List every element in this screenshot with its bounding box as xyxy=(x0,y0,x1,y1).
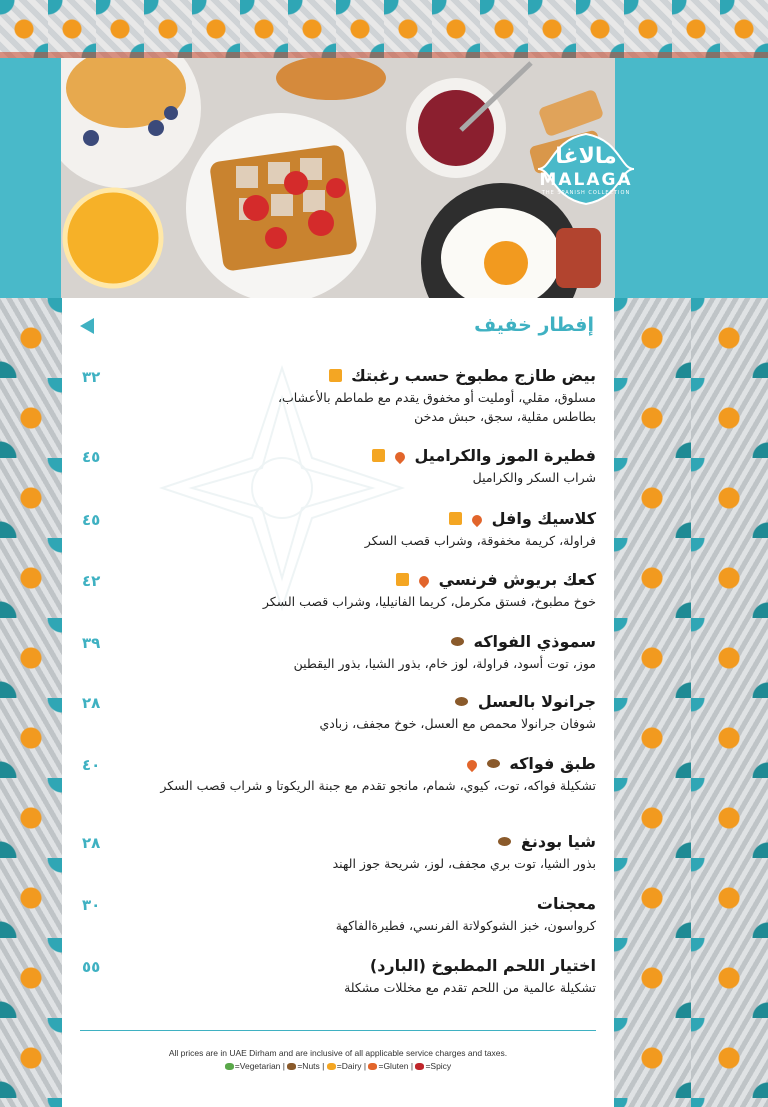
item-name: سموذي الفواكه xyxy=(473,632,596,651)
menu-item xyxy=(80,366,596,426)
item-name: اختيار اللحم المطبوخ (البارد) xyxy=(369,956,596,975)
dairy-icon xyxy=(396,573,409,586)
item-name-row xyxy=(396,570,596,589)
item-name: بيض طازج مطبوخ حسب رغبتك xyxy=(351,366,596,385)
legend-label: =Nuts xyxy=(297,1061,320,1071)
item-price: ٢٨ xyxy=(82,834,101,852)
dairy-icon xyxy=(327,1063,336,1070)
item-description: شوفان جرانولا محمص مع العسل، خوخ مجفف، زبادي xyxy=(319,716,596,731)
item-description: موز، توت أسود، فراولة، لوز خام، بذور الشيا، بذور اليقطين xyxy=(293,656,596,671)
legend-label: =Gluten xyxy=(378,1061,409,1071)
nuts-icon xyxy=(455,697,468,706)
dairy-icon xyxy=(449,512,462,525)
menu-item xyxy=(80,754,596,814)
menu-item xyxy=(80,509,596,554)
gluten-icon xyxy=(393,450,407,464)
legend-label: =Dairy xyxy=(336,1061,362,1071)
allergen-legend: =Vegetarian | =Nuts | =Dairy | =Gluten | =Spicy xyxy=(62,1060,614,1073)
item-name-row xyxy=(372,446,596,465)
item-name: طبق فواكه xyxy=(509,754,596,773)
gluten-icon xyxy=(368,1063,377,1070)
footer xyxy=(62,1047,614,1073)
dairy-icon xyxy=(329,369,342,382)
item-name-row xyxy=(498,832,596,851)
menu-item xyxy=(80,446,596,491)
menu-item xyxy=(80,894,596,939)
left-tile-pattern xyxy=(0,298,62,1107)
item-name: فطيرة الموز والكراميل xyxy=(414,446,596,465)
gluten-icon xyxy=(470,513,484,527)
item-description: خوخ مطبوخ، فستق مكرمل، كريما الفانيليا، وشراب قصب السكر xyxy=(262,594,596,609)
item-price: ٢٨ xyxy=(82,694,101,712)
item-price: ٣٠ xyxy=(82,896,101,914)
logo-english: MALAGA xyxy=(539,170,633,190)
item-name-row xyxy=(467,754,596,773)
item-name: معجنات xyxy=(536,894,596,913)
item-name-row xyxy=(537,894,596,913)
menu-panel xyxy=(62,298,614,1107)
vegetarian-icon xyxy=(225,1063,234,1070)
menu-item xyxy=(80,832,596,877)
item-price: ٣٩ xyxy=(82,634,101,652)
menu-item xyxy=(80,570,596,615)
menu-item xyxy=(80,956,596,1001)
item-price: ٤٠ xyxy=(82,756,101,774)
nuts-icon xyxy=(498,837,511,846)
item-description: بذور الشيا، توت بري مجفف، لوز، شريحة جوز الهند xyxy=(332,856,596,871)
logo-tagline: THE SPANISH COLLECTION xyxy=(541,190,631,196)
back-arrow-icon[interactable] xyxy=(80,318,94,334)
legend-label: =Spicy xyxy=(425,1061,452,1071)
item-description: تشكيلة عالمية من اللحم تقدم مع مخللات مشكلة xyxy=(344,980,596,995)
dairy-icon xyxy=(372,449,385,462)
item-name-row xyxy=(329,366,596,385)
item-price: ٤٥ xyxy=(82,448,101,466)
item-name: شيا بودنغ xyxy=(520,832,596,851)
item-name: جرانولا بالعسل xyxy=(477,692,596,711)
gluten-icon xyxy=(465,758,479,772)
nuts-icon xyxy=(287,1063,296,1070)
spicy-icon xyxy=(415,1063,424,1070)
right-tile-pattern xyxy=(614,298,768,1107)
price-note: All prices are in UAE Dirham and are inclusive of all applicable service charges and taxes. xyxy=(168,1048,508,1058)
menu-item xyxy=(80,692,596,737)
item-description: كرواسون، خبز الشوكولاتة الفرنسي، فطيرةالفاكهة xyxy=(335,918,596,933)
section-title: إفطار خفيف xyxy=(474,314,594,336)
item-name-row xyxy=(449,509,596,528)
item-price: ٥٥ xyxy=(82,958,101,976)
top-tile-border xyxy=(0,0,768,58)
item-description: مسلوق، مقلي، أومليت أو مخفوق يقدم مع طماطم بالأعشاب، بطاطس مقلية، سجق، حبش مدخن xyxy=(277,390,596,424)
item-name-row xyxy=(455,692,596,711)
item-description: شراب السكر والكراميل xyxy=(472,470,596,485)
item-name-row xyxy=(451,632,596,651)
legend-label: =Vegetarian xyxy=(234,1061,281,1071)
malaga-logo xyxy=(532,130,640,208)
item-price: ٣٢ xyxy=(82,368,101,386)
item-description: فراولة، كريمة مخفوقة، وشراب قصب السكر xyxy=(364,533,596,548)
item-name-row xyxy=(370,956,596,975)
item-price: ٤٢ xyxy=(82,572,101,590)
footer-divider xyxy=(80,1030,596,1031)
menu-item xyxy=(80,632,596,677)
gluten-icon xyxy=(417,574,431,588)
logo-arabic: مالاغا xyxy=(555,144,617,169)
item-price: ٤٥ xyxy=(82,511,101,529)
item-name: كلاسيك وافل xyxy=(491,509,596,528)
item-name: كعك بريوش فرنسي xyxy=(438,570,596,589)
item-description: تشكيلة فواكه، توت، كيوي، شمام، مانجو تقدم مع جبنة الريكوتا و شراب قصب السكر xyxy=(160,778,596,793)
nuts-icon xyxy=(451,637,464,646)
nuts-icon xyxy=(487,759,500,768)
